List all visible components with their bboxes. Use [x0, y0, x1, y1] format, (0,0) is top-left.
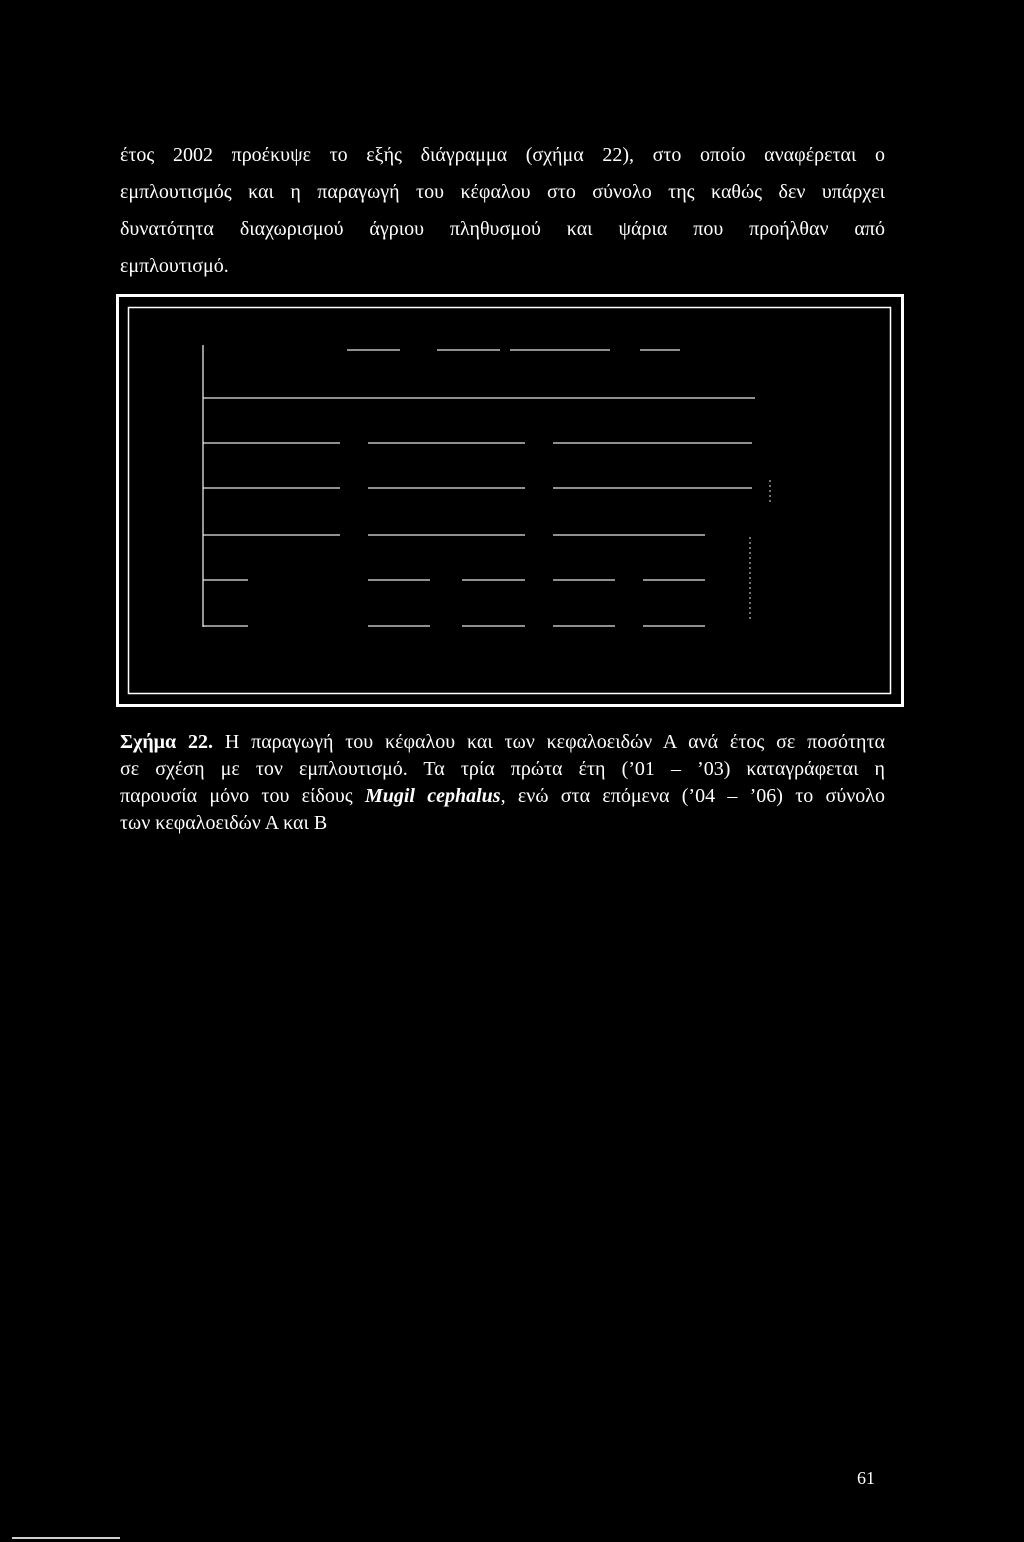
caption-text: παρουσία μόνο του είδους: [120, 785, 353, 807]
figure-caption: [120, 729, 885, 837]
caption-text: , ενώ στα επόμενα (’04 – ’06) το σύνολο: [500, 785, 885, 807]
body-line: εμπλουτισμό.: [120, 255, 229, 277]
caption-text: Η παραγωγή του κέφαλου και των κεφαλοειδών Α ανά έτος σε ποσότητα: [224, 731, 885, 753]
page-number: 61: [857, 1468, 875, 1488]
dotted-marks: [750, 480, 770, 620]
caption-line: σε σχέση με τον εμπλουτισμό. Τα τρία πρώτα έτη (’01 – ’03) καταγράφεται η: [120, 758, 885, 780]
figure-frame-outer: [118, 296, 903, 706]
body-line: εμπλουτισμός και η παραγωγή του κέφαλου στο σύνολο της καθώς δεν υπάρχει: [120, 181, 885, 203]
scan-edge-line: [12, 1537, 120, 1539]
body-line: έτος 2002 προέκυψε το εξής διάγραμμα (σχήμα 22), στο οποίο αναφέρεται ο: [120, 144, 885, 166]
body-paragraph: [120, 137, 885, 285]
figure-frame-inner: [129, 308, 891, 694]
species-name: Mugil cephalus: [364, 785, 501, 807]
caption-line: [120, 729, 885, 756]
caption-line: [120, 783, 885, 810]
figure-22: [116, 293, 906, 708]
caption-line: των κεφαλοειδών Α και Β: [120, 812, 328, 834]
caption-label: Σχήμα 22.: [120, 731, 213, 753]
body-line: δυνατότητα διαχωρισμού άγριου πληθυσμού και ψάρια που προήλθαν από: [120, 218, 885, 240]
chart-plot-area: [203, 345, 755, 627]
